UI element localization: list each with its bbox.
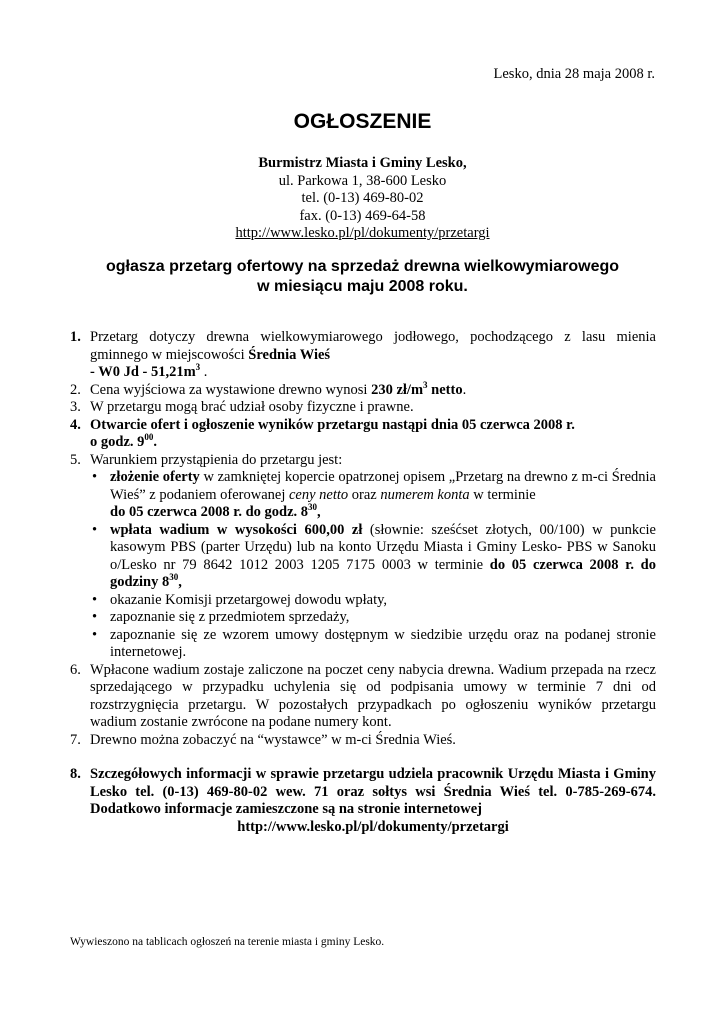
item-place: Średnia Wieś — [248, 346, 331, 363]
conditions-list — [70, 329, 656, 836]
list-item-8 — [70, 766, 656, 836]
bullet-text: w terminie — [469, 486, 536, 503]
list-item-6 — [70, 662, 656, 732]
list-item-7 — [70, 732, 656, 750]
item-time-end: . — [153, 434, 157, 450]
list-item-1 — [70, 329, 656, 382]
bullet-deadline-sup: 30 — [308, 502, 318, 513]
issuer-name: Burmistrz Miasta i Gminy Lesko, — [258, 155, 467, 171]
bullet-icon: • — [92, 469, 98, 485]
item-end: . — [462, 381, 467, 398]
headline — [0, 257, 725, 297]
bullet-item-proof — [90, 592, 656, 610]
item-text: W przetargu mogą brać udział osoby fizyczne i prawne. — [90, 399, 414, 415]
bullet-text: oraz — [348, 486, 381, 503]
page-title: OGŁOSZENIE — [293, 110, 432, 133]
bullet-italic: numerem konta — [380, 486, 470, 503]
contact-url-link[interactable]: http://www.lesko.pl/pl/dokumenty/przetargi — [237, 818, 509, 835]
bullet-italic: ceny netto — [288, 486, 349, 503]
bullet-bold: złożenie oferty — [110, 469, 200, 485]
item-number: 3. — [70, 399, 81, 415]
issuer-url-link[interactable]: http://www.lesko.pl/pl/dokumenty/przetargi — [235, 225, 490, 241]
bullet-item-inspect — [90, 609, 656, 627]
bullet-item-deposit — [90, 522, 656, 592]
bullet-item-contract — [90, 627, 656, 662]
item-number: 8. — [70, 766, 81, 782]
list-item-2 — [70, 379, 656, 400]
date-line: Lesko, dnia 28 maja 2008 r. — [493, 66, 655, 82]
list-item-4 — [70, 417, 656, 452]
issuer-block — [0, 155, 725, 243]
bullet-text: (słownie: sześćset złotych, 00/100) w punkcie kasowym PBS (parter Urzędu) lub na konto Urzędu Miasta i Gminy Lesko- PBS w Sanoku o/Lesko nr 79 8642 1012 2003 1205 7175 0003 w terminie — [110, 521, 656, 573]
bullet-deadline-end: , — [178, 574, 182, 590]
item-number: 7. — [70, 731, 81, 748]
item-time: o godz. 9 — [90, 434, 145, 450]
issuer-address: ul. Parkowa 1, 38-600 Lesko — [278, 172, 447, 189]
item-price-sup: 3 — [423, 379, 428, 390]
item-text: Przetarg dotyczy drewna wielkowymiarowego jodłowego, pochodzącego z lasu mienia gminnego w miejscowości — [90, 329, 656, 363]
bullet-icon: • — [92, 521, 98, 538]
item-volume-end: . — [200, 364, 208, 380]
bullet-item-offer — [90, 469, 656, 522]
bullet-icon: • — [92, 609, 98, 625]
bullet-text: zapoznanie się ze wzorem umowy dostępnym w siedzibie urzędu oraz na podanej stronie internetowej. — [110, 626, 656, 660]
item-text: Drewno można zobaczyć na “wystawce” w m-ci Średnia Wieś. — [90, 731, 456, 748]
item-number: 2. — [70, 381, 81, 398]
item-text: Cena wyjściowa za wystawione drewno wynosi — [90, 381, 372, 398]
item-time-sup: 00 — [144, 432, 154, 443]
list-item-3 — [70, 399, 656, 417]
item-volume-sup: 3 — [195, 362, 201, 373]
item-number: 5. — [70, 451, 81, 468]
issuer-tel: tel. (0-13) 469-80-02 — [301, 190, 424, 206]
item-text: Warunkiem przystąpienia do przetargu jest: — [90, 451, 343, 468]
item-price: 230 zł/m — [371, 381, 424, 398]
bullet-text: okazanie Komisji przetargowej dowodu wpłaty, — [110, 591, 388, 608]
item-text: Wpłacone wadium zostaje zaliczone na poczet ceny nabycia drewna. Wadium przepada na rzecz sprzedającego w przypadku uchylenia się od podpisania umowy w terminie 7 dni od rozstrzygnięcia przetargu. W pozostałych przypadkach po ogłoszeniu wyników przetargu wadium zostanie zwrócone na podane numery kont. — [90, 661, 656, 730]
headline-line-2: w miesiącu maju 2008 roku. — [257, 278, 468, 295]
headline-line-1: ogłasza przetarg ofertowy na sprzedaż drewna wielkowymiarowego — [105, 258, 620, 275]
bullet-icon: • — [92, 591, 98, 608]
bullet-deadline: do 05 czerwca 2008 r. do godziny 8 — [110, 556, 656, 590]
bullet-text: zapoznanie się z przedmiotem sprzedaży, — [110, 609, 350, 625]
item-volume: - W0 Jd - 51,21m — [90, 364, 196, 380]
bullet-deadline: do 05 czerwca 2008 r. do godz. 8 — [110, 504, 309, 520]
footer-note: Wywieszono na tablicach ogłoszeń na terenie miasta i gminy Lesko. — [70, 936, 385, 948]
bullet-text: w zamkniętej kopercie opatrzonej opisem „Przetarg na drewno z m-ci Średnia Wieś” z podaniem oferowanej — [110, 469, 656, 503]
item-number: 4. — [70, 416, 81, 433]
item-number: 1. — [70, 329, 81, 345]
bullet-deadline-sup: 30 — [169, 572, 179, 583]
issuer-fax: fax. (0-13) 469-64-58 — [299, 207, 426, 224]
bullet-deadline-end: , — [317, 504, 321, 520]
item-number: 6. — [70, 661, 81, 678]
bullet-icon: • — [92, 626, 98, 643]
conditions-bullets — [90, 469, 656, 662]
bullet-bold: wpłata wadium w wysokości 600,00 zł — [110, 521, 363, 538]
list-item-5 — [70, 452, 656, 662]
item-text: Otwarcie ofert i ogłoszenie wyników przetargu nastąpi dnia 05 czerwca 2008 r. — [90, 416, 575, 433]
item-price-end: netto — [427, 381, 463, 398]
item-text: Szczegółowych informacji w sprawie przetargu udziela pracownik Urzędu Miasta i Gminy Lesko tel. (0-13) 469-80-02 wew. 71 oraz sołtys wsi Średnia Wieś tel. 0-785-269-674. Dodatkowo informacje zamieszczone są na stronie internetowej — [90, 766, 656, 817]
